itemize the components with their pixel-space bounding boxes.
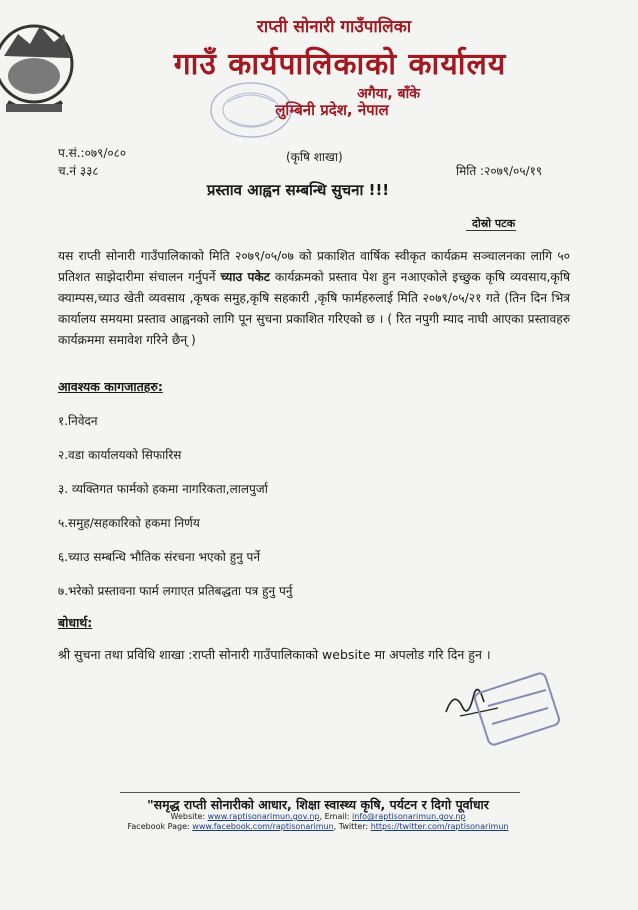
section-name: (कृषि शाखा) xyxy=(286,150,343,164)
email-label: , Email: xyxy=(319,812,353,821)
body-highlight: च्याउ पकेट xyxy=(220,270,270,284)
requirement-item: ५.समुह/सहकारिको हकमा निर्णय xyxy=(58,516,200,530)
cc-heading: बोधार्थ: xyxy=(58,615,93,630)
second-notice-label: दोस्रो पटक xyxy=(472,217,516,230)
footer-divider xyxy=(120,792,520,793)
cc-text: श्री सुचना तथा प्रविधि शाखा :राप्ती सोनारी गाउँपालिकाको website मा अपलोड गरि दिन हुन । xyxy=(58,647,491,662)
location-line2: लुम्बिनी प्रदेश, नेपाल xyxy=(275,101,389,119)
requirement-item: २.वडा कार्यालयको सिफारिस xyxy=(58,448,182,462)
requirement-item: ७.भरेको प्रस्तावना फार्म लगाएत प्रतिबद्धता पत्र हुनु पर्नु xyxy=(58,584,293,598)
dispatch-number: च.नं ३३८ xyxy=(58,164,99,178)
footer-slogan: "समृद्ध राप्ती सोनारीको आधार, शिक्षा स्वास्थ्य कृषि, पर्यटन र दिगो पूर्वाधार xyxy=(147,797,489,812)
signature-stamp xyxy=(440,672,560,752)
letter-date: मिति :२०७९/०५/१९ xyxy=(456,164,543,178)
requirement-item: ३. व्यक्तिगत फार्मको हकमा नागरिकता,लालपुर्जा xyxy=(58,482,268,496)
notice-body xyxy=(58,246,570,351)
body-part2: कार्यक्रमको प्रस्ताव पेश हुन नआएकोले इच्छुक कृषि व्यवसाय,कृषि क्याम्पस,च्याउ खेती व्यवसाय ,कृषक समुह,कृषि सहकारी ,कृषि फार्महरुलाई मिति २०७९/०५/२१ गते (तिन दिन भित्र कार्यालय समयमा प्रस्ताव आह्वनको लागि पून सुचना प्रकाशित गरिएको छ । ( रित नपुगी म्याद नाघी आएका प्रस्तावहरु कार्यक्रममा समावेश गरिने छैन् ) xyxy=(58,270,570,347)
twitter-link[interactable]: https://twitter.com/raptisonarimun xyxy=(370,822,509,831)
facebook-label: Facebook Page: xyxy=(127,822,193,831)
facebook-link[interactable]: www.facebook.com/raptisonarimun xyxy=(192,822,334,831)
requirement-item: १.निवेदन xyxy=(58,414,98,428)
website-label: Website: xyxy=(170,812,208,821)
footer-social xyxy=(118,822,518,831)
footer-contact xyxy=(118,812,518,821)
location-line1: अगैया, बाँके xyxy=(357,86,420,102)
reference-number: प.सं.:०७९/०८० xyxy=(58,146,127,160)
nepal-emblem-icon xyxy=(0,18,88,126)
requirements-list xyxy=(58,412,292,616)
website-link[interactable]: www.raptisonarimun.gov.np xyxy=(207,812,320,821)
office-seal-stamp xyxy=(208,80,294,140)
municipality-name: राप्ती सोनारी गाउँपालिका xyxy=(256,17,412,37)
requirement-item: ६.च्याउ सम्बन्धि भौतिक संरचना भएको हुनु पर्ने xyxy=(58,550,261,564)
twitter-label: , Twitter: xyxy=(333,822,371,831)
body-part1: यस राप्ती सोनारी गाउँपालिकाको मिति २०७९/०५/०७ को प्रकाशित वार्षिक स्वीकृत कार्यक्रम सञ्चालनका लागि ५० प्रतिशत साझेदारीमा संचालन गर्नुपर्ने xyxy=(58,249,570,284)
divider xyxy=(466,230,516,231)
notice-title: प्रस्ताव आह्वन सम्बन्धि सुचना !!! xyxy=(206,181,390,199)
office-name: गाउँ कार्यपालिकाको कार्यालय xyxy=(173,47,507,82)
email-link[interactable]: info@raptisonarimun.gov.np xyxy=(352,812,466,821)
requirements-heading: आवश्यक कागजातहरु: xyxy=(58,379,163,394)
